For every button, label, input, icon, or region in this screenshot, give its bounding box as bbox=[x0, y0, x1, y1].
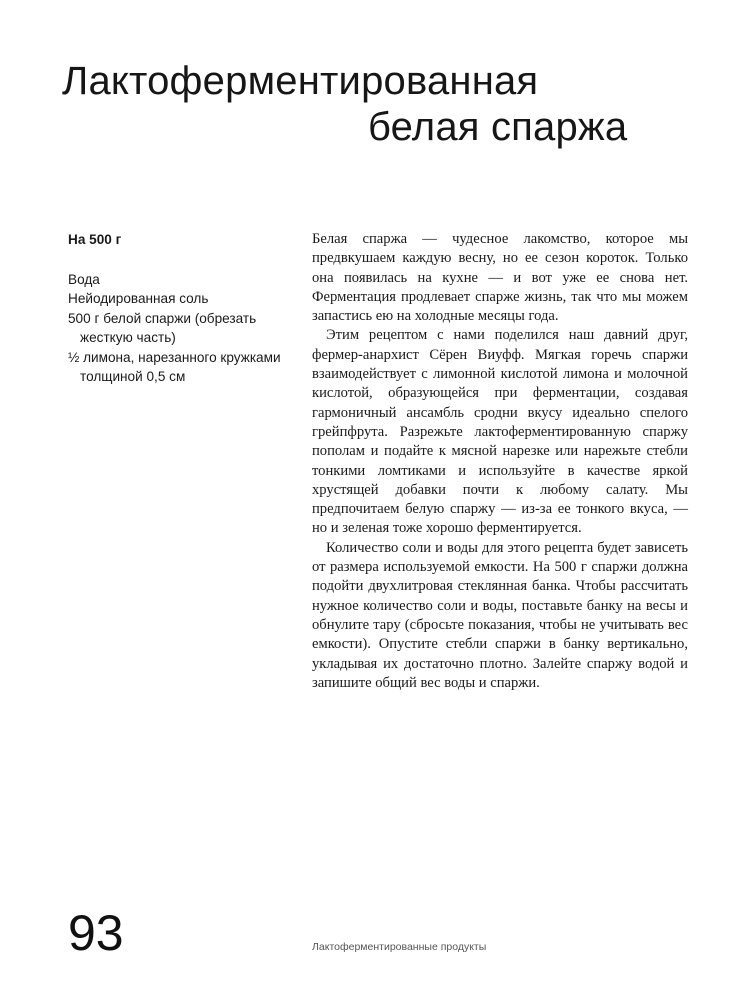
title-line-2: белая спаржа bbox=[368, 105, 628, 149]
body-paragraph: Этим рецептом с нами поделился наш давний друг, фермер-анархист Сёрен Виуфф. Мягкая горечь спаржи взаимодействует с лимонной кислотой лимона и молочной кислотой, образующейся при ферментации, создавая гармоничный ансамбль сродни вкусу идеально спелого грейпфрута. Разрежьте лактоферментированную спаржу пополам и подайте к мясной нарезке или нарежьте стебли тонкими ломтиками и используйте в качестве яркой хрустящей добавки почти к любому салату. Мы предпочитаем белую спаржу — из-за ее тонкого вкуса, — но и зеленая тоже хорошо ферментируется. bbox=[312, 327, 688, 537]
recipe-body bbox=[312, 230, 688, 693]
page-number: 93 bbox=[68, 905, 124, 961]
ingredients-panel bbox=[68, 230, 283, 387]
ingredient-item: Нейодированная соль bbox=[68, 291, 209, 306]
ingredient-item: 500 г белой спаржи (обрезать жесткую часть) bbox=[68, 310, 257, 345]
ingredient-item: ½ лимона, нарезанного кружками толщиной 0,5 см bbox=[68, 349, 281, 384]
running-footer: Лактоферментированные продукты bbox=[312, 941, 487, 953]
ingredient-item: Вода bbox=[68, 271, 100, 287]
page-title bbox=[62, 58, 662, 150]
body-paragraph: Белая спаржа — чудесное лакомство, которое мы предвкушаем каждую весну, но ее сезон короток. Только она появилась на кухне — и вот уже ее снова нет. Ферментация продлевает спарже жизнь, так что мы можем запастись ею на холодные месяцы года. bbox=[312, 231, 688, 325]
ingredient-list bbox=[68, 270, 283, 387]
title-line-1: Лактоферментированная bbox=[62, 59, 539, 103]
body-paragraph: Количество соли и воды для этого рецепта будет зависеть от размера используемой емкости. На 500 г спаржи должна подойти двухлитровая стеклянная банка. Чтобы рассчитать нужное количество соли и воды, поставьте банку на весы и обнулите тару (сбросьте показания, чтобы не учитывать вес емкости). Опустите стебли спаржи в банку вертикально, укладывая их достаточно плотно. Залейте спаржу водой и запишите общий вес воды и спаржи. bbox=[312, 539, 688, 691]
recipe-yield: На 500 г bbox=[68, 232, 122, 247]
